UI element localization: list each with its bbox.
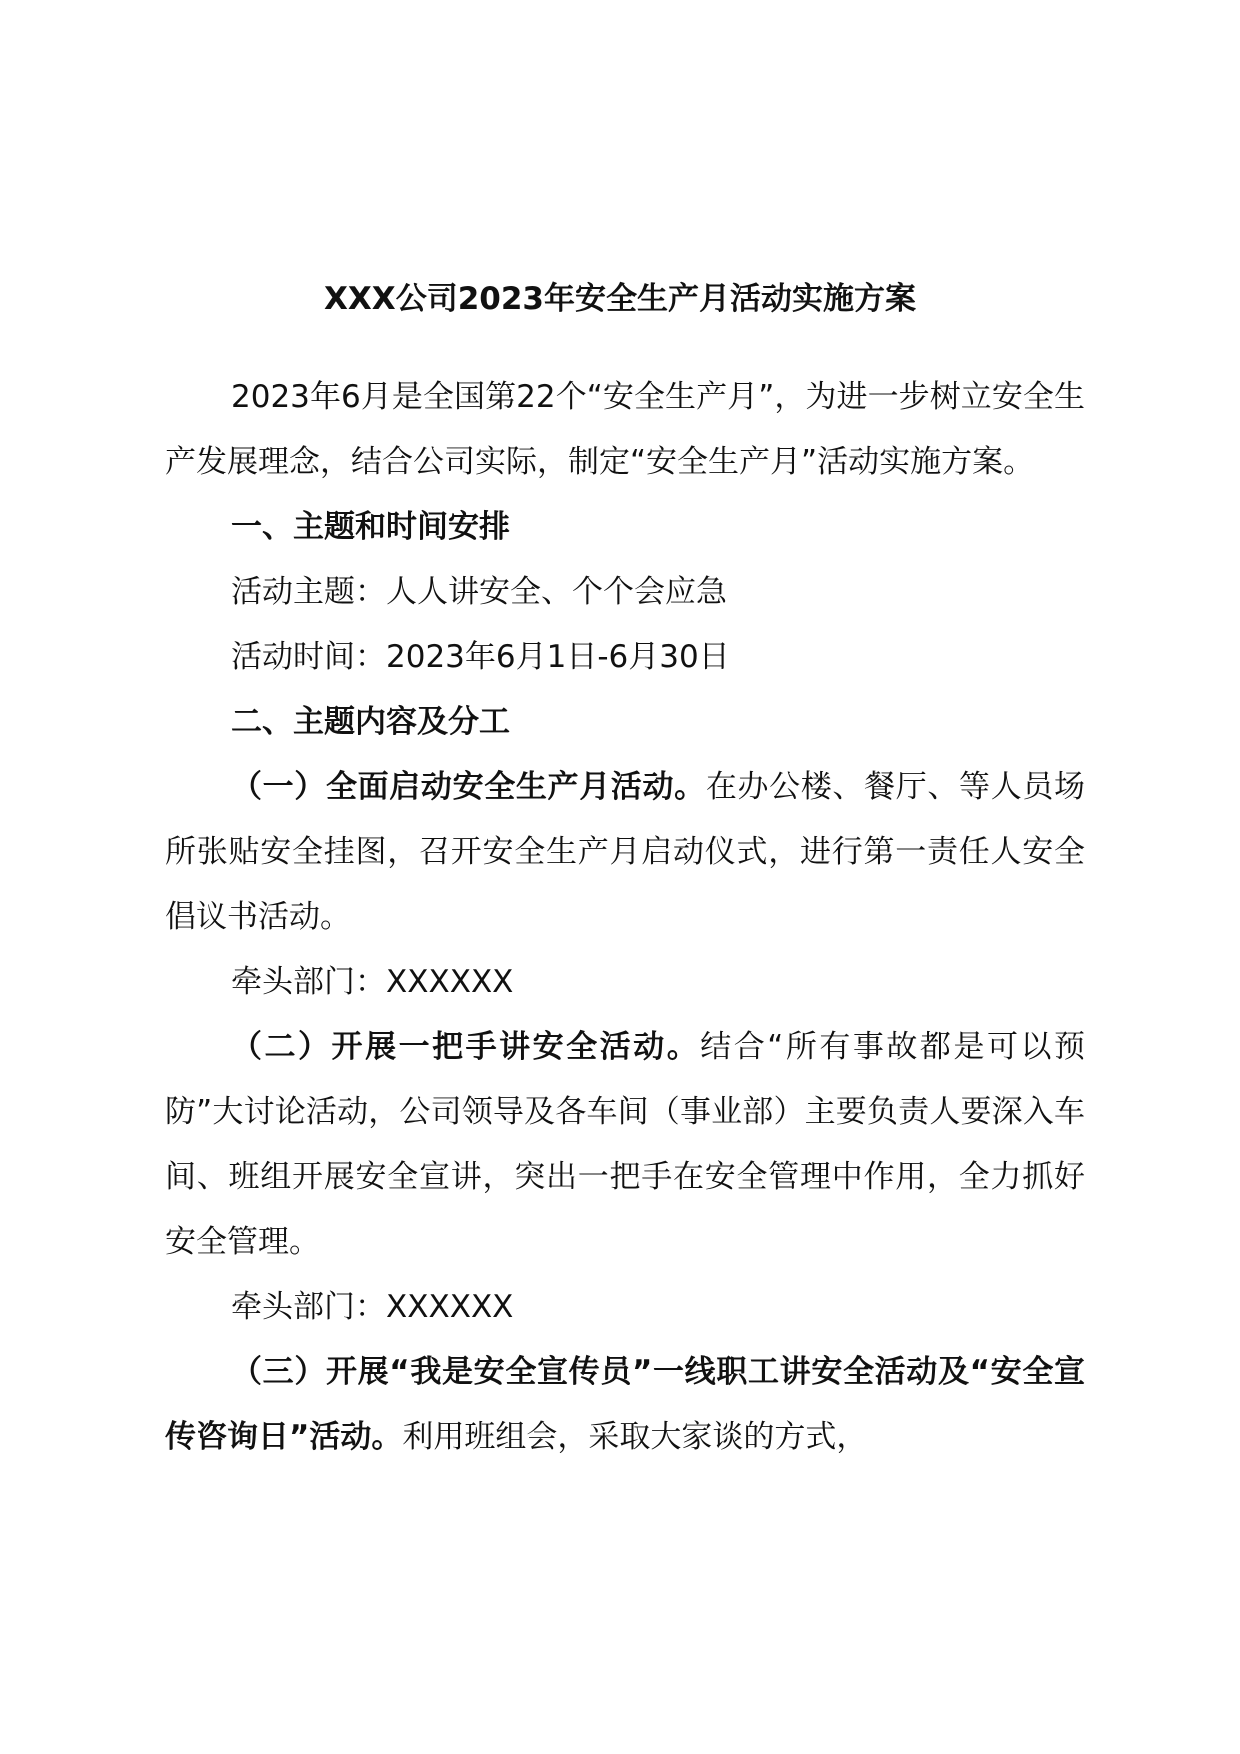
item-1-department: 牵头部门：XXXXXX bbox=[231, 964, 514, 1000]
activity-time: 活动时间：2023年6月1日-6月30日 bbox=[231, 639, 730, 675]
item-3-paragraph bbox=[165, 1340, 1085, 1470]
item-1-text: 在办公楼、餐厅、等人员场所张贴安全挂图，召开安全生产月启动仪式，进行第一责任人安全倡议书活动。 bbox=[165, 769, 1086, 935]
intro-paragraph: 2023年6月是全国第22个“安全生产月”，为进一步树立安全生产发展理念，结合公司实际，制定“安全生产月”活动实施方案。 bbox=[165, 379, 1085, 480]
section-2-heading: 二、主题内容及分工 bbox=[231, 704, 510, 740]
item-1-lead: （一）全面启动安全生产月活动。 bbox=[231, 769, 706, 805]
section-1-heading: 一、主题和时间安排 bbox=[231, 509, 510, 545]
item-1-paragraph bbox=[165, 755, 1085, 950]
item-2-department: 牵头部门：XXXXXX bbox=[231, 1289, 514, 1325]
item-2-lead: （二）开展一把手讲安全活动。 bbox=[231, 1029, 701, 1065]
item-2-paragraph bbox=[165, 1015, 1085, 1275]
activity-theme: 活动主题：人人讲安全、个个会应急 bbox=[231, 574, 727, 610]
item-2-text: 结合“所有事故都是可以预防”大讨论活动，公司领导及各车间（事业部）主要负责人要深入车间、班组开展安全宣讲，突出一把手在安全管理中作用，全力抓好安全管理。 bbox=[165, 1029, 1086, 1260]
item-3-text: 利用班组会，采取大家谈的方式， bbox=[402, 1419, 868, 1455]
item-3-lead: （三）开展“我是安全宣传员”一线职工讲安全活动及“安全宣传咨询日”活动。 bbox=[165, 1354, 1085, 1455]
document-title: XXX公司2023年安全生产月活动实施方案 bbox=[324, 281, 916, 317]
document-body bbox=[165, 365, 1085, 1470]
